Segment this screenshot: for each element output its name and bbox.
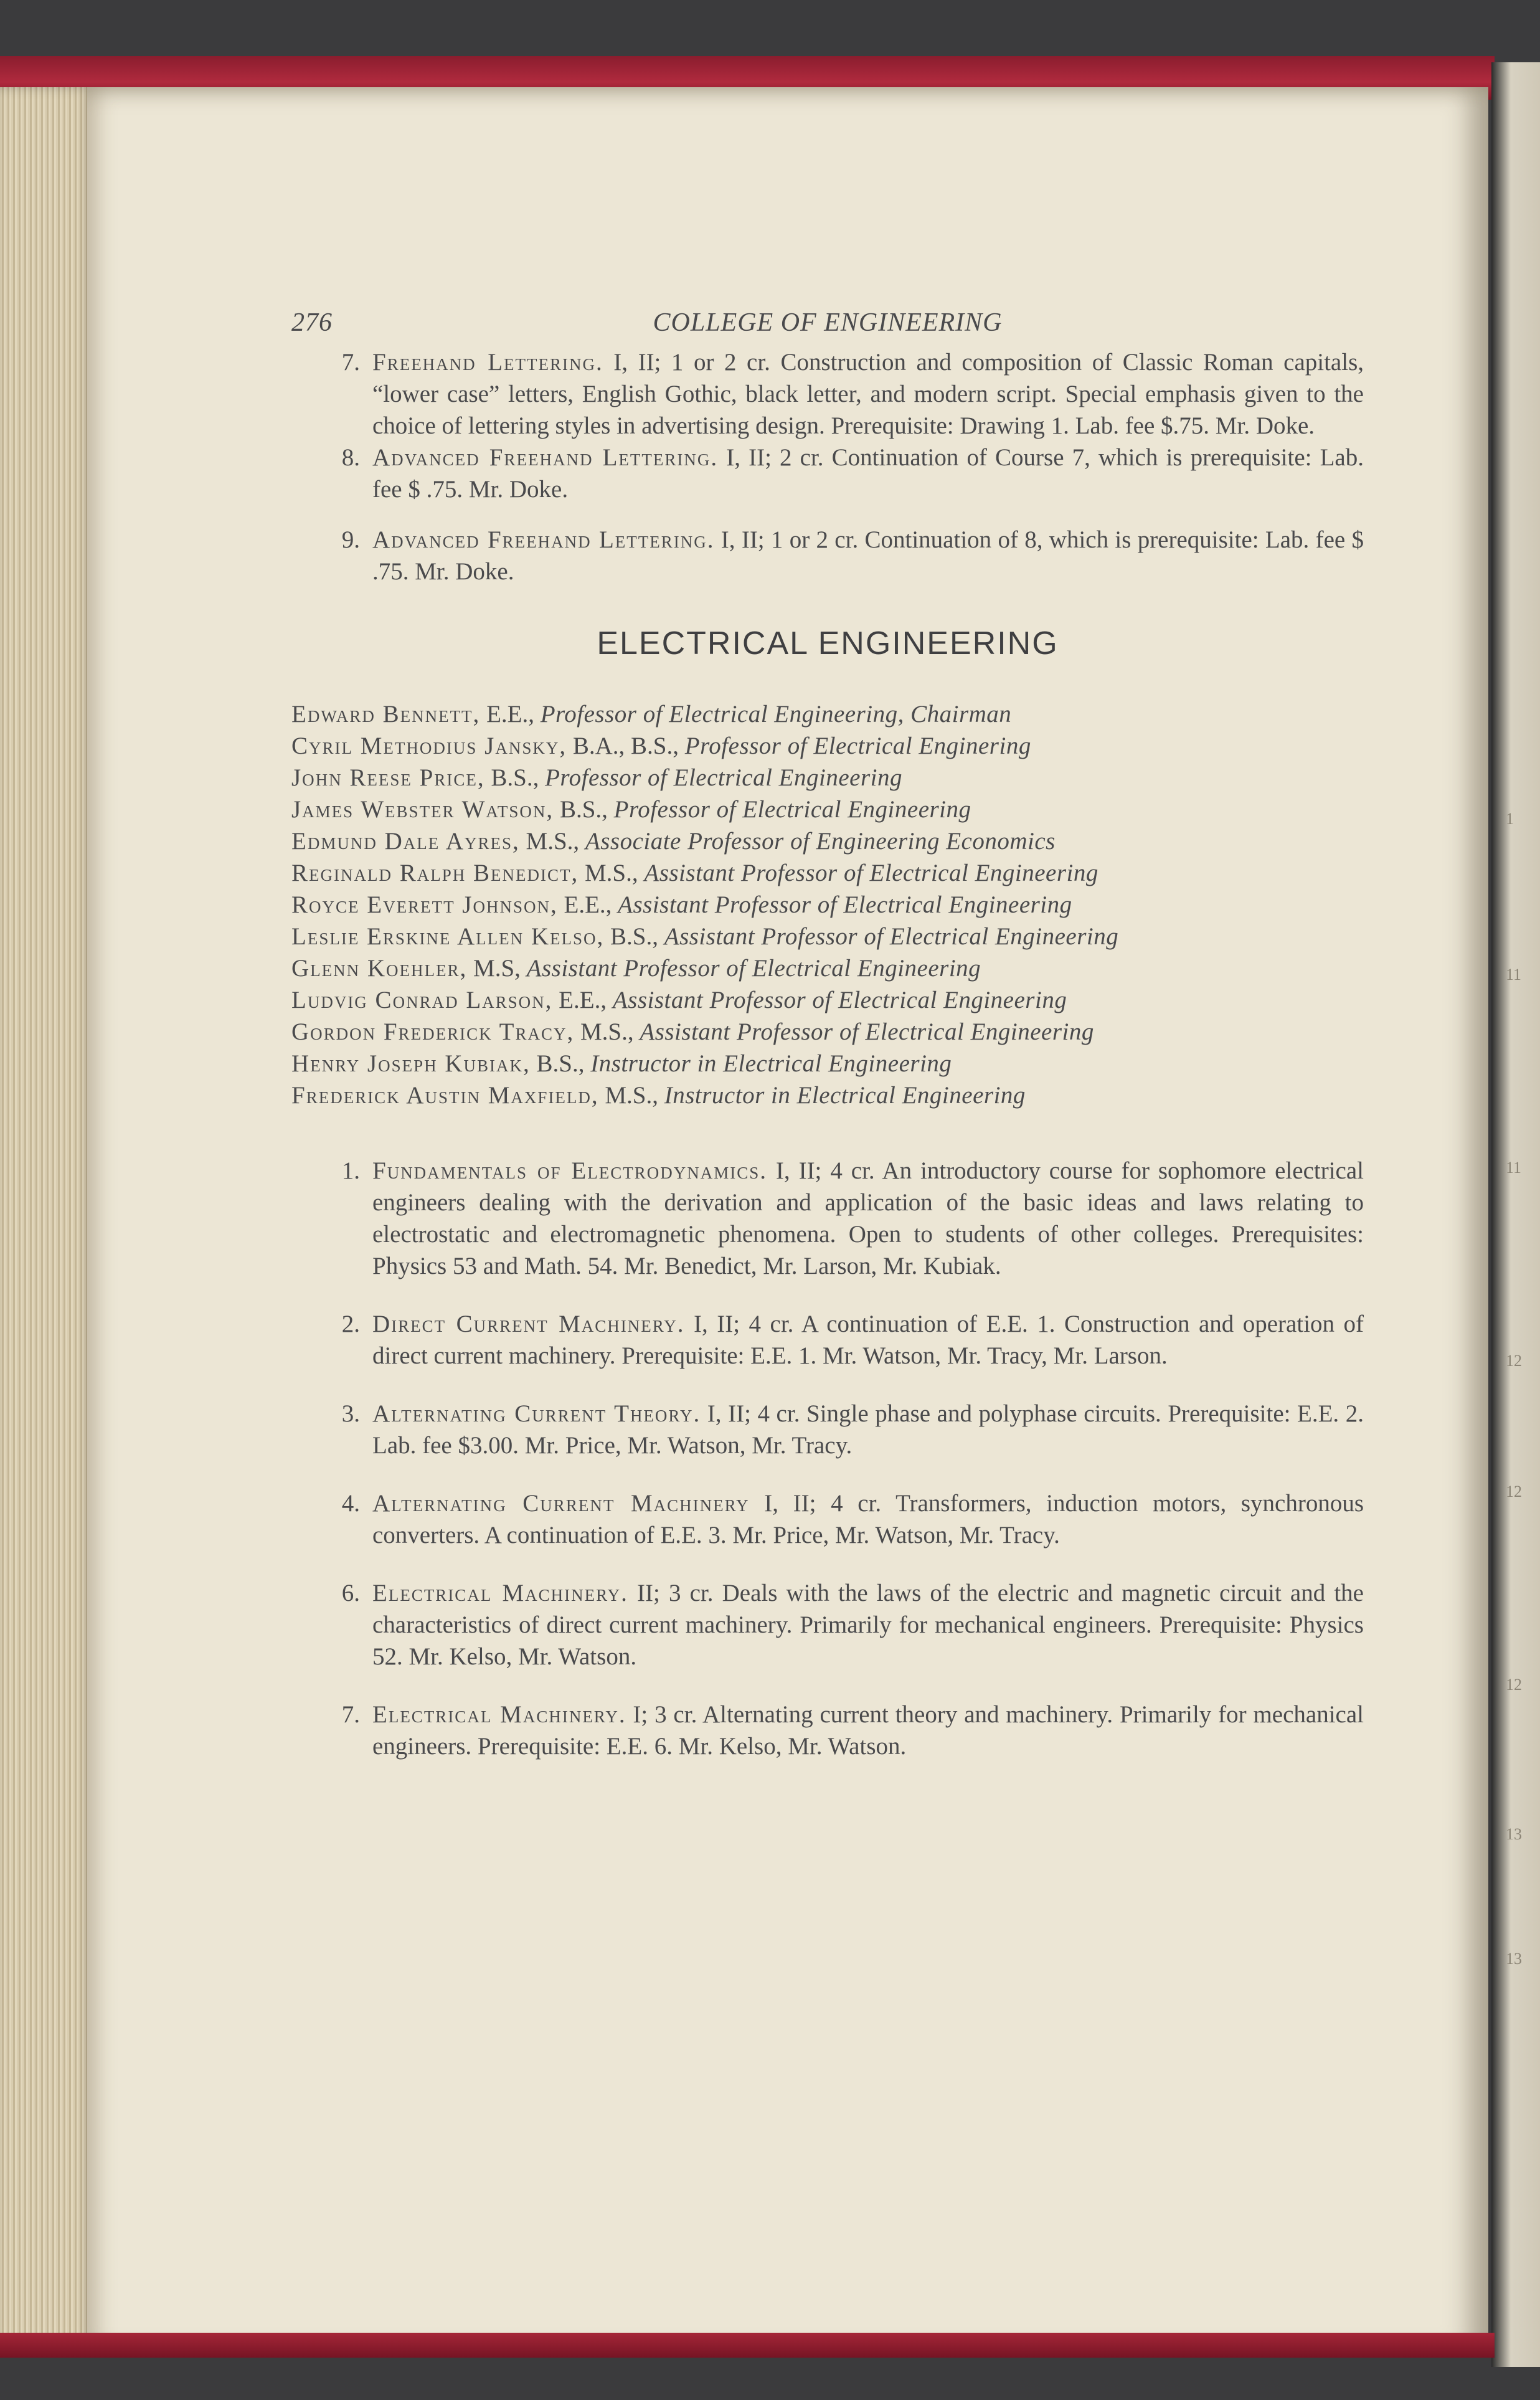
- course-entry: [291, 524, 1364, 587]
- faculty-degree: B.S.,: [484, 764, 546, 791]
- faculty-name: Ludvig Conrad Larson,: [291, 987, 553, 1013]
- faculty-degree: E.E.,: [552, 987, 613, 1013]
- margin-mark: 13: [1506, 1950, 1522, 1968]
- course-entry: [291, 1577, 1364, 1672]
- course-number: 4.: [341, 1490, 360, 1517]
- faculty-list: [291, 698, 1364, 1111]
- course-number: 3.: [341, 1400, 360, 1427]
- faculty-member: [291, 762, 1364, 794]
- margin-mark: 11: [1506, 965, 1522, 984]
- facing-page-edge: [1491, 62, 1540, 2367]
- faculty-name: Gordon Frederick Tracy,: [291, 1018, 575, 1045]
- course-title: Advanced Freehand Lettering.: [372, 444, 719, 471]
- faculty-member: [291, 730, 1364, 762]
- course-description: I, II; 4 cr. A continuation of E.E. 1. Construction and operation of direct current machinery. Prerequisite: E.E. 1. Mr. Watson, Mr. Tracy, Mr. Larson.: [372, 1311, 1364, 1369]
- faculty-degree: E.E.,: [557, 891, 618, 918]
- faculty-title: Professor of Electrical Engineering, Chairman: [540, 701, 1012, 728]
- course-number: 7.: [341, 1701, 360, 1728]
- course-title: Electrical Machinery.: [372, 1580, 628, 1606]
- faculty-title: Associate Professor of Engineering Economics: [585, 828, 1056, 855]
- course-entry: [291, 1487, 1364, 1551]
- course-entry: [291, 1699, 1364, 1762]
- faculty-title: Professor of Electrical Engineering: [545, 764, 902, 791]
- faculty-name: Edmund Dale Ayres,: [291, 828, 520, 855]
- course-title: Direct Current Machinery.: [372, 1311, 685, 1337]
- page-text: [291, 308, 1364, 1788]
- faculty-member: [291, 984, 1364, 1016]
- faculty-name: Frederick Austin Maxfield,: [291, 1082, 599, 1109]
- course-title: Fundamentals of Electrodynamics.: [372, 1157, 767, 1184]
- faculty-title: Assistant Professor of Electrical Engineering: [526, 955, 981, 982]
- faculty-member: [291, 1048, 1364, 1079]
- course-number: 1.: [341, 1157, 360, 1184]
- faculty-title: Instructor in Electrical Engineering: [590, 1050, 952, 1077]
- faculty-name: Henry Joseph Kubiak,: [291, 1050, 531, 1077]
- faculty-title: Instructor in Electrical Engineering: [664, 1082, 1026, 1109]
- faculty-degree: M.S,: [467, 955, 527, 982]
- course-entry: [291, 442, 1364, 505]
- running-title: COLLEGE OF ENGINEERING: [653, 308, 1003, 337]
- course-entry: [291, 1308, 1364, 1372]
- faculty-name: Leslie Erskine Allen Kelso,: [291, 923, 605, 950]
- margin-mark: 13: [1506, 1825, 1522, 1843]
- course-entry: [291, 346, 1364, 442]
- faculty-degree: B.S.,: [530, 1050, 591, 1077]
- faculty-degree: B.A., B.S.,: [567, 733, 685, 759]
- faculty-name: Edward Bennett,: [291, 701, 481, 728]
- page-number: 276: [291, 308, 333, 337]
- faculty-member: [291, 794, 1364, 825]
- course-title: Alternating Current Theory.: [372, 1400, 701, 1427]
- course-number: 2.: [341, 1311, 360, 1337]
- course-list: [291, 1155, 1364, 1762]
- faculty-degree: E.E.,: [480, 701, 541, 728]
- course-title: Alternating Current Machinery: [372, 1490, 750, 1517]
- running-head: [291, 308, 1364, 346]
- margin-mark: 1: [1506, 810, 1514, 828]
- prior-course-list: [291, 346, 1364, 587]
- faculty-member: [291, 952, 1364, 984]
- course-entry: [291, 1155, 1364, 1282]
- faculty-member: [291, 1079, 1364, 1111]
- faculty-degree: B.S.,: [554, 796, 614, 823]
- course-description: I; 3 cr. Alternating current theory and machinery. Primarily for mechanical engineers. Prerequisite: E.E. 6. Mr. Kelso, Mr. Watson.: [372, 1701, 1364, 1760]
- section-heading: ELECTRICAL ENGINEERING: [597, 625, 1059, 662]
- faculty-name: James Webster Watson,: [291, 796, 554, 823]
- faculty-title: Assistant Professor of Electrical Engineering: [618, 891, 1072, 918]
- faculty-name: Royce Everett Johnson,: [291, 891, 558, 918]
- faculty-degree: M.S.,: [598, 1082, 664, 1109]
- margin-mark: 12: [1506, 1482, 1522, 1501]
- course-description: I, II; 4 cr. An introductory course for sophomore electrical engineers dealing with the derivation and application of the basic ideas and laws relating to electrostatic and electromagnetic phenomena. Open to students of other colleges. Prerequisites: Physics 53 and Math. 54. Mr. Benedict, Mr. Larson, Mr. Kubiak.: [372, 1157, 1364, 1279]
- course-title: Freehand Lettering.: [372, 349, 603, 376]
- page-edges: [0, 87, 93, 2355]
- faculty-member: [291, 857, 1364, 889]
- faculty-name: John Reese Price,: [291, 764, 485, 791]
- course-description: I, II; 4 cr. Single phase and polyphase circuits. Prerequisite: E.E. 2. Lab. fee $3.00. Mr. Price, Mr. Watson, Mr. Tracy.: [372, 1400, 1364, 1459]
- margin-mark: 11: [1506, 1159, 1522, 1177]
- faculty-title: Professor of Electrical Engineering: [613, 796, 971, 823]
- course-number: 6.: [341, 1580, 360, 1606]
- faculty-title: Assistant Professor of Electrical Engineering: [612, 987, 1067, 1013]
- book-cover-bottom: [0, 2333, 1495, 2358]
- course-description: II; 3 cr. Deals with the laws of the electric and magnetic circuit and the characteristics of direct current machinery. Primarily for mechanical engineers. Prerequisite: Physics 52. Mr. Kelso, Mr. Watson.: [372, 1580, 1364, 1670]
- margin-mark: 12: [1506, 1352, 1522, 1370]
- course-description: I, II; 1 or 2 cr. Continuation of 8, which is prerequisite: Lab. fee $ .75. Mr. Doke.: [372, 526, 1364, 585]
- faculty-title: Assistant Professor of Electrical Engineering: [640, 1018, 1094, 1045]
- course-description: I, II; 2 cr. Continuation of Course 7, which is prerequisite: Lab. fee $ .75. Mr. Doke.: [372, 444, 1364, 503]
- faculty-title: Assistant Professor of Electrical Engineering: [644, 860, 1098, 886]
- course-number: 7.: [341, 349, 360, 376]
- faculty-degree: B.S.,: [604, 923, 664, 950]
- faculty-member: [291, 889, 1364, 921]
- faculty-member: [291, 698, 1364, 730]
- faculty-name: Cyril Methodius Jansky,: [291, 733, 567, 759]
- faculty-name: Reginald Ralph Benedict,: [291, 860, 579, 886]
- faculty-title: Assistant Professor of Electrical Engineering: [664, 923, 1119, 950]
- margin-mark: 12: [1506, 1676, 1522, 1694]
- faculty-member: [291, 921, 1364, 952]
- faculty-degree: M.S.,: [519, 828, 585, 855]
- faculty-degree: M.S.,: [579, 860, 645, 886]
- course-title: Electrical Machinery.: [372, 1701, 626, 1728]
- course-description: I, II; 1 or 2 cr. Construction and composition of Classic Roman capitals, “lower case” letters, English Gothic, black letter, and modern script. Special emphasis given to the choice of lettering styles in advertising design. Prerequisite: Drawing 1. Lab. fee $.75. Mr. Doke.: [372, 349, 1364, 439]
- course-number: 9.: [341, 526, 360, 553]
- faculty-title: Professor of Electrical Enginering: [684, 733, 1031, 759]
- faculty-degree: M.S.,: [574, 1018, 640, 1045]
- course-title: Advanced Freehand Lettering.: [372, 526, 715, 553]
- faculty-member: [291, 825, 1364, 857]
- course-description: I, II; 4 cr. Transformers, induction motors, synchronous converters. A continuation of E.E. 3. Mr. Price, Mr. Watson, Mr. Tracy.: [372, 1490, 1364, 1549]
- course-entry: [291, 1398, 1364, 1461]
- course-number: 8.: [341, 444, 360, 471]
- faculty-name: Glenn Koehler,: [291, 955, 468, 982]
- faculty-member: [291, 1016, 1364, 1048]
